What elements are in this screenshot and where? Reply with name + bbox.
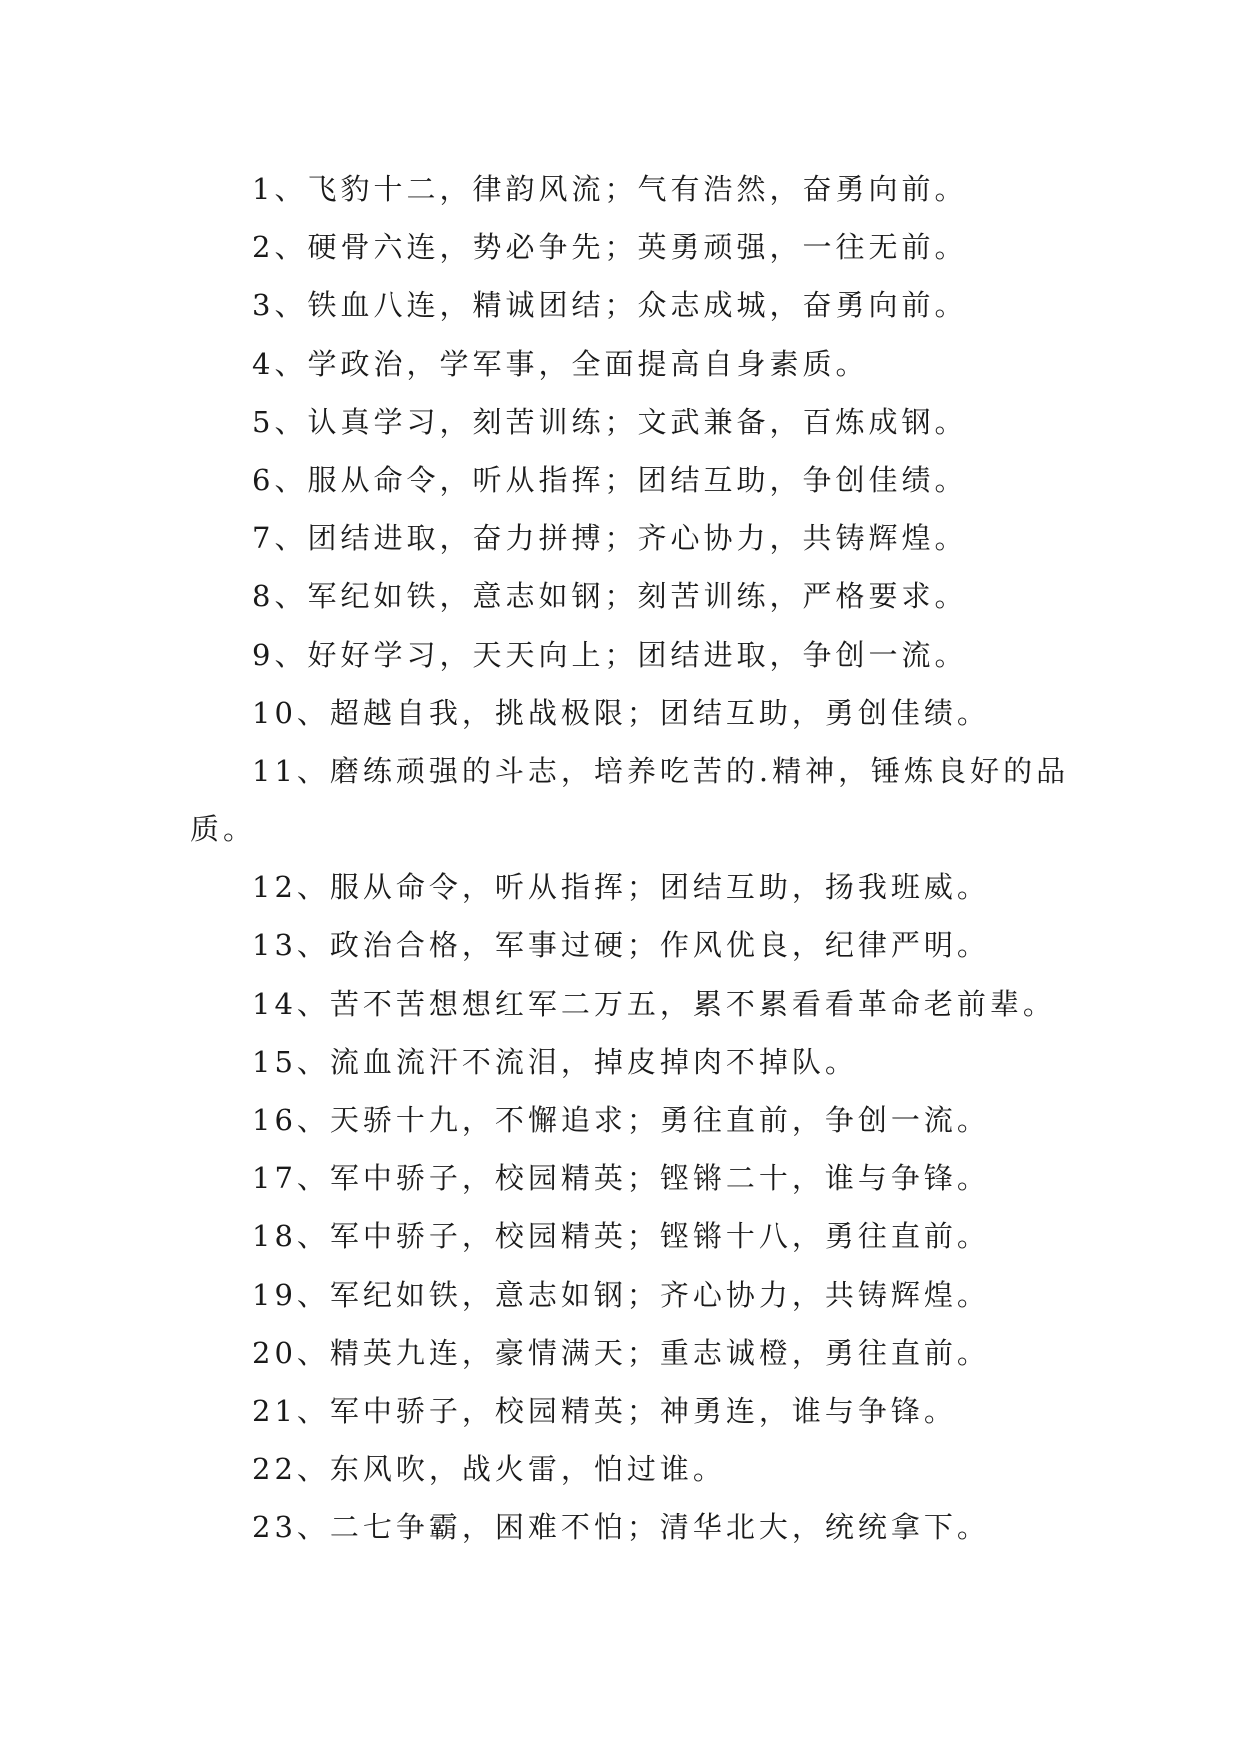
list-item: 20、精英九连，豪情满天；重志诚橙，勇往直前。 [252, 1335, 990, 1370]
list-item: 19、军纪如铁，意志如钢；齐心协力，共铸辉煌。 [252, 1277, 990, 1312]
list-item: 5、认真学习，刻苦训练；文武兼备，百炼成钢。 [252, 404, 968, 439]
list-item: 6、服从命令，听从指挥；团结互助，争创佳绩。 [252, 462, 968, 497]
list-item: 7、团结进取，奋力拼搏；齐心协力，共铸辉煌。 [252, 521, 968, 556]
list-item: 9、好好学习，天天向上；团结进取，争创一流。 [252, 637, 968, 672]
list-item: 15、流血流汗不流泪，掉皮掉肉不掉队。 [252, 1044, 858, 1079]
list-item: 18、军中骄子，校园精英；铿锵十八，勇往直前。 [252, 1219, 990, 1254]
list-item: 10、超越自我，挑战极限；团结互助，勇创佳绩。 [252, 695, 990, 730]
list-item: 3、铁血八连，精诚团结；众志成城，奋勇向前。 [252, 288, 968, 323]
list-item: 14、苦不苦想想红军二万五，累不累看看革命老前辈。 [252, 986, 1056, 1021]
list-item: 4、学政治，学军事，全面提高自身素质。 [252, 346, 869, 381]
list-item: 23、二七争霸，困难不怕；清华北大，统统拿下。 [252, 1510, 990, 1545]
list-item: 21、军中骄子，校园精英；神勇连，谁与争锋。 [252, 1393, 957, 1428]
list-item: 12、服从命令，听从指挥；团结互助，扬我班威。 [252, 870, 990, 905]
list-item: 11、磨练顽强的斗志，培养吃苦的.精神，锤炼良好的品质。 [190, 753, 1070, 847]
list-item: 8、军纪如铁，意志如钢；刻苦训练，严格要求。 [252, 579, 968, 614]
list-item: 2、硬骨六连，势必争先；英勇顽强，一往无前。 [252, 230, 968, 265]
list-item: 16、天骄十九，不懈追求；勇往直前，争创一流。 [252, 1103, 990, 1138]
list-item: 1、飞豹十二，律韵风流；气有浩然，奋勇向前。 [252, 172, 968, 206]
slogan-list [190, 160, 1070, 1557]
list-item: 22、东风吹，战火雷，怕过谁。 [252, 1452, 726, 1487]
list-item: 17、军中骄子，校园精英；铿锵二十，谁与争锋。 [252, 1161, 990, 1196]
list-item: 13、政治合格，军事过硬；作风优良，纪律严明。 [252, 928, 990, 963]
